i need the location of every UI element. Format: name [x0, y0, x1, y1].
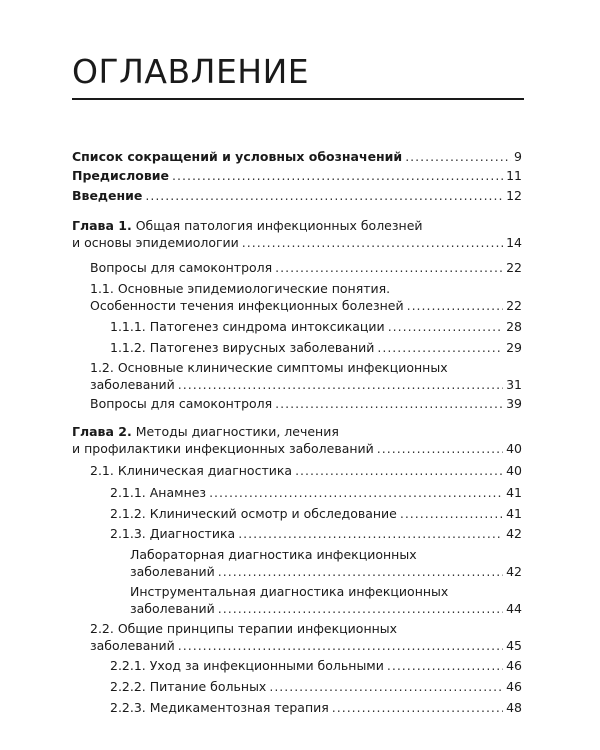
- toc-entry-label: 2.1.1. Анамнез: [110, 485, 207, 500]
- toc-entry-text: [72, 217, 423, 234]
- toc-entry-label: 1.1.1. Патогенез синдрома интоксикации: [110, 319, 385, 334]
- toc-entry-label: 2.1.2. Клинический осмотр и обследование: [110, 506, 397, 521]
- toc-page-number: 39: [506, 396, 522, 411]
- toc-entry-section-2-1-2[interactable]: [110, 505, 522, 522]
- toc-entry-label-line-2: заболеваний: [130, 601, 215, 616]
- toc-page-number: 45: [506, 638, 522, 653]
- toc-entry-label-line-2: заболеваний: [90, 638, 175, 653]
- toc-entry-preface[interactable]: [72, 167, 522, 184]
- toc-page-number: 9: [514, 149, 522, 164]
- toc-entry-section-1-1[interactable]: [90, 280, 522, 314]
- chapter-label: Глава 2.: [72, 424, 132, 439]
- toc-entry-section-1-1-1[interactable]: [110, 318, 522, 335]
- toc-page-number: 22: [506, 298, 522, 313]
- toc-page-number: 29: [506, 340, 522, 355]
- toc-entry-self-check-1[interactable]: [90, 259, 522, 276]
- toc-entry-label-line-2: Особенности течения инфекционных болезней: [90, 298, 404, 313]
- leader-dots: [332, 699, 503, 716]
- toc-entry-instrumental-diagnostics[interactable]: [130, 583, 522, 617]
- toc-page-number: 46: [506, 679, 522, 694]
- toc-entry-section-2-1-1[interactable]: [110, 484, 522, 501]
- leader-dots: [242, 234, 503, 251]
- toc-entry-label-line-2: заболеваний: [130, 564, 215, 579]
- toc-entry-section-1-2[interactable]: [90, 359, 522, 393]
- toc-page-number: 40: [506, 463, 522, 478]
- toc-entry-label: Вопросы для самоконтроля: [90, 396, 273, 411]
- toc-entry-text: [72, 423, 339, 440]
- toc-entry-self-check-2[interactable]: [90, 395, 522, 412]
- chapter-title-line-1: Общая патология инфекционных болезней: [135, 218, 423, 233]
- leader-dots: [178, 637, 503, 654]
- toc-entry-label: 2.2.1. Уход за инфекционными больными: [110, 658, 384, 673]
- leader-dots: [275, 259, 503, 276]
- toc-page-number: 22: [506, 260, 522, 275]
- leader-dots: [209, 484, 503, 501]
- leader-dots: [387, 657, 503, 674]
- leader-dots: [269, 678, 503, 695]
- toc-page-number: 44: [506, 601, 522, 616]
- leader-dots: [295, 462, 503, 479]
- leader-dots: [388, 318, 503, 335]
- toc-entry-introduction[interactable]: [72, 187, 522, 204]
- toc-page-number: 31: [506, 377, 522, 392]
- toc-entry-label: 1.1.2. Патогенез вирусных заболеваний: [110, 340, 375, 355]
- leader-dots: [172, 167, 503, 184]
- toc-entry-label-line-1: Лабораторная диагностика инфекционных: [130, 547, 417, 562]
- leader-dots: [405, 148, 511, 165]
- toc-page-number: 42: [506, 564, 522, 579]
- toc-entry-chapter-2[interactable]: [72, 423, 522, 457]
- toc-entry-label: Введение: [72, 188, 143, 203]
- toc-entry-label: 2.2.3. Медикаментозная терапия: [110, 700, 329, 715]
- toc-page-number: 46: [506, 658, 522, 673]
- toc-entry-label-line-1: 1.2. Основные клинические симптомы инфекционных: [90, 360, 448, 375]
- toc-entry-section-2-2-3[interactable]: [110, 699, 522, 716]
- toc-entry-section-2-2-2[interactable]: [110, 678, 522, 695]
- leader-dots: [218, 563, 503, 580]
- toc-page-number: 42: [506, 526, 522, 541]
- leader-dots: [377, 339, 503, 356]
- leader-dots: [407, 297, 503, 314]
- leader-dots: [238, 525, 503, 542]
- chapter-label: Глава 1.: [72, 218, 132, 233]
- toc-page-number: 41: [506, 506, 522, 521]
- toc-entry-label-line-2: заболеваний: [90, 377, 175, 392]
- toc-entry-chapter-1[interactable]: [72, 217, 522, 251]
- toc-entry-label: Список сокращений и условных обозначений: [72, 149, 403, 164]
- toc-entry-label: 2.1. Клиническая диагностика: [90, 463, 293, 478]
- toc-entry-label: 2.2.2. Питание больных: [110, 679, 267, 694]
- toc-entry-label: 2.1.3. Диагностика: [110, 526, 236, 541]
- toc-entry-label-line-1: 2.2. Общие принципы терапии инфекционных: [90, 621, 398, 636]
- leader-dots: [400, 505, 503, 522]
- toc-entry-section-2-2-1[interactable]: [110, 657, 522, 674]
- leader-dots: [145, 187, 503, 204]
- toc-entry-section-2-1-3[interactable]: [110, 525, 522, 542]
- toc-entry-label-line-1: 1.1. Основные эпидемиологические понятия.: [90, 281, 391, 296]
- chapter-title-line-2: и основы эпидемиологии: [72, 235, 239, 250]
- toc-entry-section-1-1-2[interactable]: [110, 339, 522, 356]
- toc-page-number: 48: [506, 700, 522, 715]
- toc-entry-label: Вопросы для самоконтроля: [90, 260, 273, 275]
- toc-entry-label-line-1: Инструментальная диагностика инфекционных: [130, 584, 449, 599]
- toc-entry-abbreviations[interactable]: [72, 148, 522, 165]
- page-title: ОГЛАВЛЕНИЕ: [72, 52, 310, 91]
- toc-page-number: 12: [506, 188, 522, 203]
- toc-page-number: 28: [506, 319, 522, 334]
- leader-dots: [178, 376, 503, 393]
- toc-page-number: 41: [506, 485, 522, 500]
- leader-dots: [275, 395, 503, 412]
- toc-entry-lab-diagnostics[interactable]: [130, 546, 522, 580]
- leader-dots: [218, 600, 503, 617]
- chapter-title-line-2: и профилактики инфекционных заболеваний: [72, 441, 374, 456]
- toc-page-number: 40: [506, 441, 522, 456]
- chapter-title-line-1: Методы диагностики, лечения: [135, 424, 339, 439]
- leader-dots: [377, 440, 503, 457]
- toc-page-number: 14: [506, 235, 522, 250]
- toc-entry-label: Предисловие: [72, 168, 170, 183]
- toc-page-number: 11: [506, 168, 522, 183]
- toc-entry-section-2-1[interactable]: [90, 462, 522, 479]
- title-underline: [72, 98, 524, 100]
- toc-entry-section-2-2[interactable]: [90, 620, 522, 654]
